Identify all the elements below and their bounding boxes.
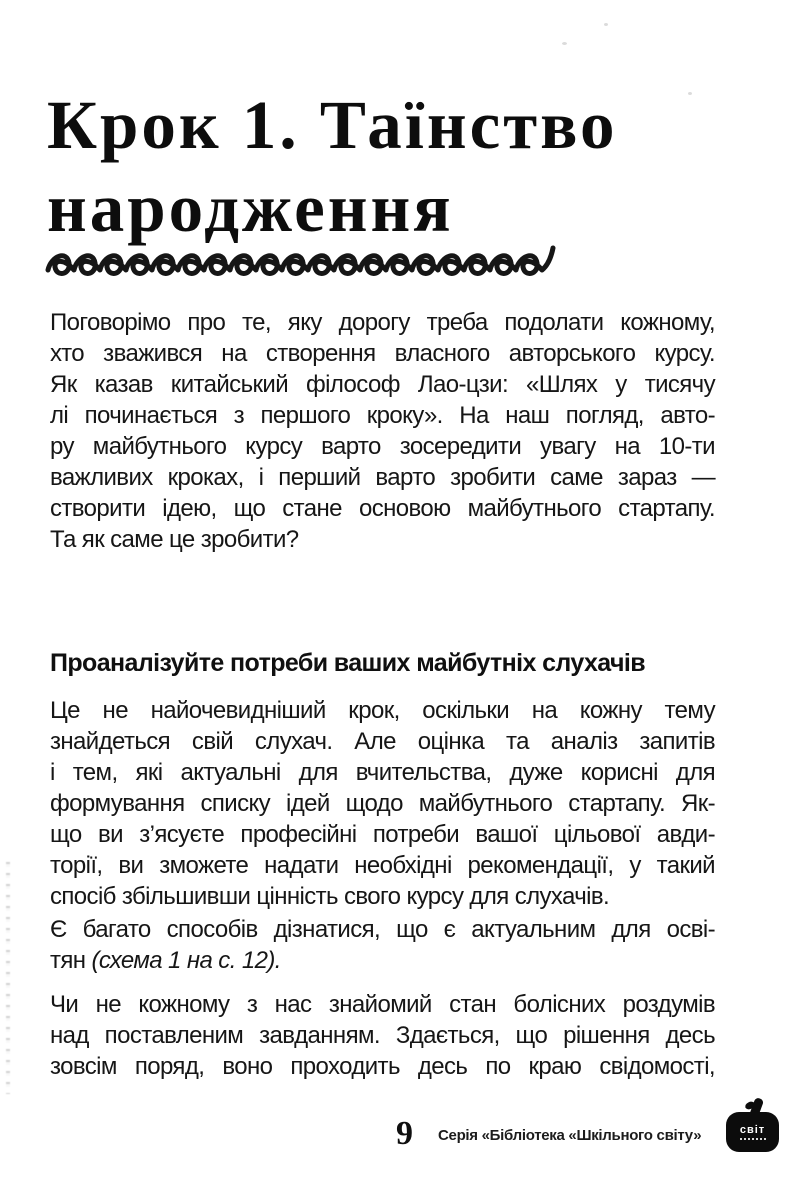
text-segment: тян [50,947,92,974]
text-line [50,945,715,976]
page-number: 9 [396,1115,413,1152]
scan-speck [688,92,692,95]
scan-speck [562,42,567,45]
scan-speck [604,23,608,26]
text-line: Є багато способів дізнатися, що є актуальним для осві- [50,916,715,943]
scan-artifact-margin-text [6,862,10,1094]
scheme-reference-italic: (схема 1 на с. 12). [91,947,281,974]
text-line: важливих кроках, і перший варто зробити саме зараз — [50,464,715,491]
publisher-logo-icon [725,1096,781,1160]
logo-word: світ [739,1123,766,1136]
chapter-title-line1: Крок 1. Таїнство [47,87,618,163]
text-line: Чи не кожному з нас знайомий стан болісних роздумів [50,991,715,1018]
text-line: Та як саме це зробити? [50,526,299,553]
paragraph-analyze-needs [50,695,715,912]
text-line: хто зважився на створення власного авторського курсу. [50,340,715,367]
chapter-title [47,84,617,250]
text-line: над поставленим завданням. Здається, що рішення десь [50,1022,715,1049]
text-line: ру майбутнього курсу варто зосередити увагу на 10-ти [50,433,715,460]
text-line: спосіб збільшивши цінність свого курсу для слухачів. [50,883,610,910]
logo-apple-shape [726,1112,779,1152]
text-line: лі починається з першого кроку». На наш погляд, авто- [50,402,715,429]
series-label: Серія «Бібліотека «Шкільного світу» [438,1127,702,1144]
text-line: знайдеться свій слухач. Але оцінка та аналіз запитів [50,728,715,755]
text-line: і тем, які актуальні для вчительства, дуже корисні для [50,759,715,786]
text-line: що ви з’ясуєте професійні потреби вашої цільової авди- [50,821,715,848]
logo-underline [740,1138,766,1140]
title-underline-squiggle-icon [44,234,556,286]
text-line: створити ідею, що стане основою майбутнього стартапу. [50,495,715,522]
paragraph-ways-to-learn [50,914,715,976]
chapter-title-line2: народження [47,170,454,246]
text-line: Поговорімо про те, яку дорогу треба подолати кожному, [50,309,715,336]
text-line: торії, ви зможете надати необхідні рекомендації, у такий [50,852,715,879]
text-line: зовсім поряд, воно проходить десь по краю свідомості, [50,1053,715,1080]
text-line: формування списку ідей щодо майбутнього стартапу. Як- [50,790,715,817]
section-heading: Проаналізуйте потреби ваших майбутніх слухачів [50,649,645,677]
text-line: Як казав китайський філософ Лао-цзи: «Шлях у тисячу [50,371,715,398]
title-squiggle-path [48,248,553,274]
paragraph-intro [50,307,715,555]
text-line: Це не найочевидніший крок, оскільки на кожну тему [50,697,715,724]
paragraph-painful-thoughts [50,989,715,1082]
